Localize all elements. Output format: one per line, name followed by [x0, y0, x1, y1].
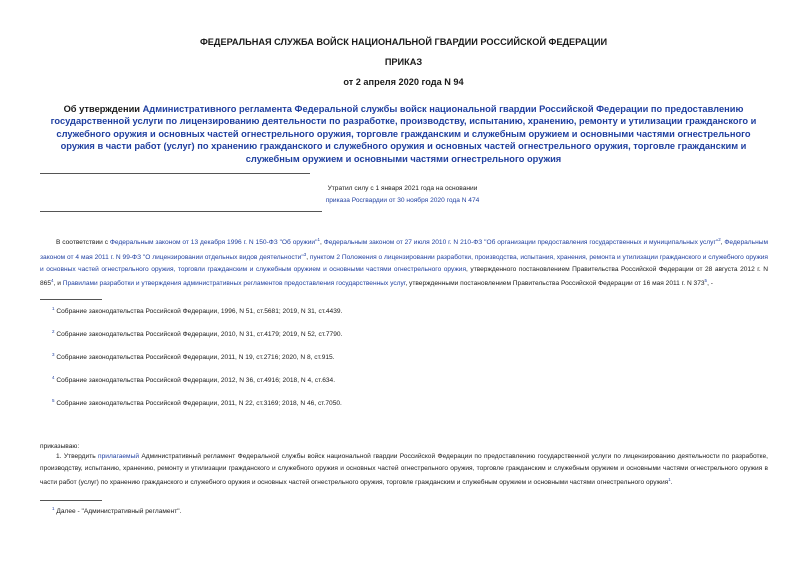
- law-210fz-link[interactable]: Федеральным законом от 27 июля 2010 г. N 210-ФЗ "Об организации предоставления государственных и муниципальных услуг": [323, 239, 719, 247]
- footnote-mark: 1: [52, 506, 55, 511]
- preamble-text: ,: [306, 253, 310, 261]
- top-rule: [40, 173, 310, 174]
- footnote-1: [52, 306, 342, 315]
- title-regulation-link[interactable]: Административного регламента Федеральной службы войск национальной гвардии Российской Федерации по предоставлению государственной услуги по лицензированию деятельности по разработке, производству, испытанию, хранению, ремонту и утилизации гражданского и служебного оружия и основных частей огнестрельного оружия, торговле гражданским и служебным оружием и основными частями огнестрельного оружия в части работ (услуг) по хранению гражданского и служебного оружия и основных частей огнестрельного оружия, торговле гражданским и служебным оружием и основными частями огнестрельного оружия: [50, 104, 757, 164]
- date-number-heading: от 2 апреля 2020 года N 94: [343, 77, 464, 87]
- footnote-2: [52, 329, 342, 338]
- org-heading: ФЕДЕРАЛЬНАЯ СЛУЖБА ВОЙСК НАЦИОНАЛЬНОЙ ГВАРДИИ РОССИЙСКОЙ ФЕДЕРАЦИИ: [199, 37, 608, 47]
- title-prefix: Об утверждении: [63, 104, 143, 114]
- footnote-mark: 1: [52, 306, 55, 311]
- footnote-ref-2[interactable]: 2: [718, 237, 721, 242]
- footnote-text: Собрание законодательства Российской Федерации, 1996, N 51, ст.5681; 2019, N 31, ст.4439.: [56, 308, 343, 316]
- repeal-order-link[interactable]: приказа Росгвардии от 30 ноября 2020 года N 474: [325, 196, 480, 204]
- footnote-text: Собрание законодательства Российской Федерации, 2011, N 22, ст.3169; 2018, N 46, ст.7050.: [56, 400, 342, 408]
- footnote-rule-bottom: [40, 500, 102, 501]
- status-note-line1: Утратил силу с 1 января 2021 года на основании: [327, 185, 478, 192]
- law-99fz-link[interactable]: Федеральным законом от 4 мая 2011 г. N 99-ФЗ "О лицензировании отдельных видов деятельности": [40, 239, 769, 261]
- footnote-text: Собрание законодательства Российской Федерации, 2010, N 31, ст.4179; 2019, N 52, ст.7790.: [56, 331, 343, 339]
- footnote-ref-4[interactable]: 4: [51, 278, 54, 284]
- footnote-text: Собрание законодательства Российской Федерации, 2012, N 36, ст.4916; 2018, N 4, ст.634.: [56, 377, 336, 385]
- footnote-text: Далее - "Административный регламент".: [56, 508, 182, 516]
- preamble-text: , и: [53, 280, 63, 288]
- footnote-ref-1[interactable]: 1: [317, 237, 320, 242]
- footnote-4: [52, 375, 335, 384]
- order-intro: приказываю:: [40, 443, 80, 450]
- law-150fz-link[interactable]: Федеральным законом от 13 декабря 1996 г. N 150-ФЗ "Об оружии": [109, 239, 318, 247]
- footnote-text: Собрание законодательства Российской Федерации, 2011, N 19, ст.2716; 2020, N 8, ст.915.: [56, 354, 335, 362]
- appended-regulation-link[interactable]: прилагаемый: [98, 453, 140, 460]
- preamble-text: ,: [319, 239, 324, 247]
- footnote-rule: [40, 299, 102, 300]
- document-title: [40, 103, 767, 165]
- preamble-text: В соответствии с: [56, 239, 110, 247]
- preamble-text: , утвержденного постановлением Правительства Российской Федерации от 28 августа 2012 г. N 865: [40, 265, 768, 288]
- preamble: [40, 234, 768, 290]
- footnote-ref-bottom[interactable]: 1: [668, 477, 671, 483]
- footnote-5: [52, 398, 342, 407]
- footnote-mark: 3: [52, 352, 55, 357]
- footnote-ref-3[interactable]: 3: [303, 251, 307, 257]
- status-note: [290, 183, 515, 206]
- rules-link[interactable]: Правилами разработки и утверждения административных регламентов предоставления государственных услуг: [62, 280, 406, 288]
- footnote-mark: 4: [52, 375, 55, 380]
- order-item-text: .: [670, 479, 673, 487]
- footnote-mark: 5: [52, 398, 55, 403]
- preamble-text: ,: [720, 239, 725, 247]
- footnote-ref-5[interactable]: 5: [704, 278, 708, 284]
- order-item-text: Административный регламент Федеральной службы войск национальной гвардии Российской Федерации по предоставлению государственной услуги по лицензированию деятельности по разработке, производству, испытанию, хранению, ремонту и утилизации гражданского и служебного оружия и основных частей огнестрельного оружия, торговле гражданским и служебным оружием и основными частями огнестрельного оружия в части работ (услуг) по хранению гражданского и служебного оружия и основных частей огнестрельного оружия, торговле гражданским и служебным оружием и основными частями огнестрельного оружия: [40, 453, 768, 487]
- preamble-text: , -: [707, 280, 713, 288]
- footnote-bottom: [52, 506, 181, 515]
- note-rule: [40, 211, 322, 212]
- order-item-text: 1. Утвердить: [56, 453, 99, 460]
- licensing-regulation-link[interactable]: пунктом 2 Положения о лицензировании разработки, производства, испытания, хранения, ремонта и утилизации гражданского и служебного оружия и основных частей огнестрельного оружия, торговли гражданским и служебным оружием и основными частями огнестрельного оружия: [40, 253, 768, 273]
- order-item-1: [40, 451, 768, 489]
- doc-type-heading: ПРИКАЗ: [384, 57, 423, 67]
- footnote-mark: 2: [52, 329, 55, 334]
- preamble-text: , утвержденными постановлением Правительства Российской Федерации от 16 мая 2011 г. N 373: [405, 280, 705, 288]
- footnote-3: [52, 352, 335, 361]
